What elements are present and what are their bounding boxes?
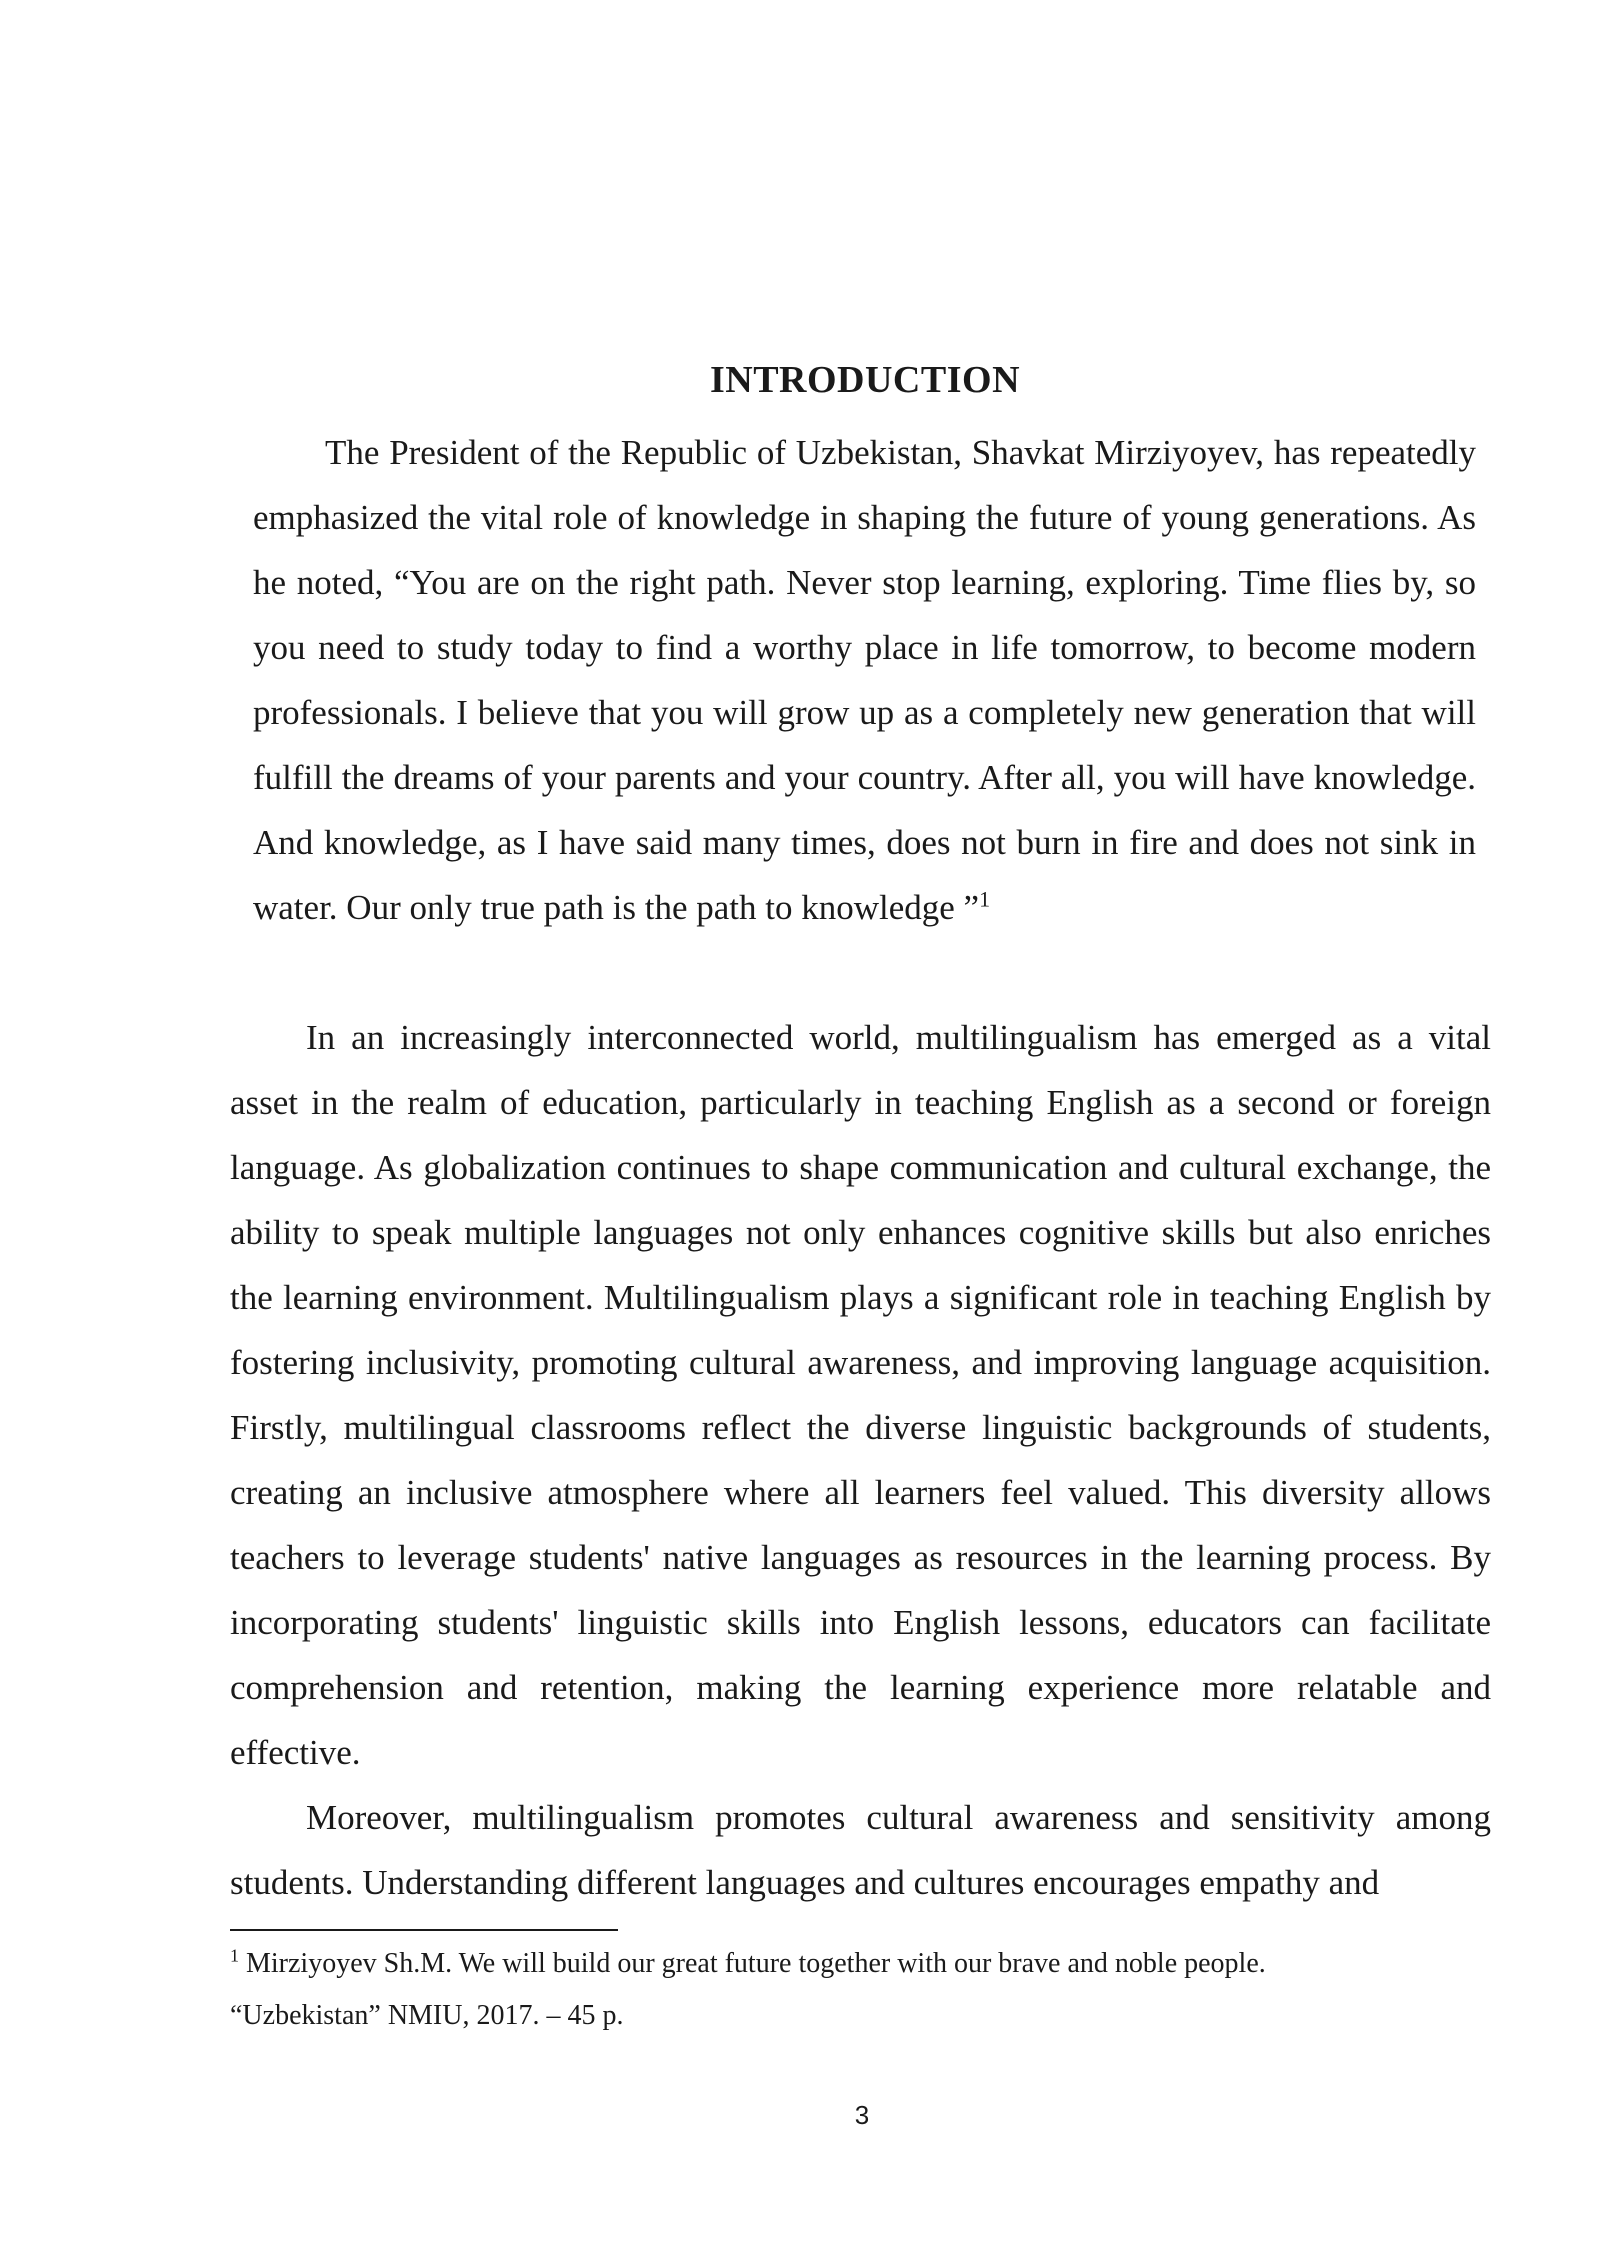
footnote-line-1 (230, 1938, 1491, 1990)
paragraph-multilingualism: In an increasingly interconnected world, multilingualism has emerged as a vital asset in the realm of education, particularly in teaching English as a second or foreign language. As globalization continues to shape communication and cultural exchange, the ability to speak multiple languages not only enhances cognitive skills but also enriches the learning environment. Multilingualism plays a significant role in teaching English by fostering inclusivity, promoting cultural awareness, and improving language acquisition. Firstly, multilingual classrooms reflect the diverse linguistic backgrounds of students, creating an inclusive atmosphere where all learners feel valued. This diversity allows teachers to leverage students' native languages as resources in the learning process. By incorporating students' linguistic skills into English lessons, educators can facilitate comprehension and retention, making the learning experience more relatable and effective. (230, 1018, 1491, 1772)
footnote-reference[interactable]: 1 (979, 886, 991, 912)
page-number: 3 (854, 2100, 870, 2130)
body-text (230, 1005, 1491, 1915)
footnote-number: 1 (230, 1945, 239, 1966)
footnote-citation: Mirziyoyev Sh.M. We will build our great future together with our brave and noble people. (246, 1948, 1266, 1979)
footnote (230, 1938, 1491, 2042)
quote-text: The President of the Republic of Uzbekistan, Shavkat Mirziyoyev, has repeatedly emphasized the vital role of knowledge in shaping the future of young generations. As he noted, “You are on the right path. Never stop learning, exploring. Time flies by, so you need to study today to find a worthy place in life tomorrow, to become modern professionals. I believe that you will grow up as a completely new generation that will fulfill the dreams of your parents and your country. After all, you will have knowledge. And knowledge, as I have said many times, does not burn in fire and does not sink in water. Our only true path is the path to knowledge ” (253, 433, 1476, 927)
quote-paragraph (253, 420, 1476, 940)
footnote-line-2: “Uzbekistan” NMIU, 2017. – 45 p. (230, 2000, 624, 2031)
footnote-separator (230, 1929, 618, 1931)
section-heading: INTRODUCTION (709, 359, 1021, 401)
paragraph-cultural-awareness: Moreover, multilingualism promotes cultural awareness and sensitivity among students. Understanding different languages and cultures encourages empathy and (230, 1798, 1491, 1902)
